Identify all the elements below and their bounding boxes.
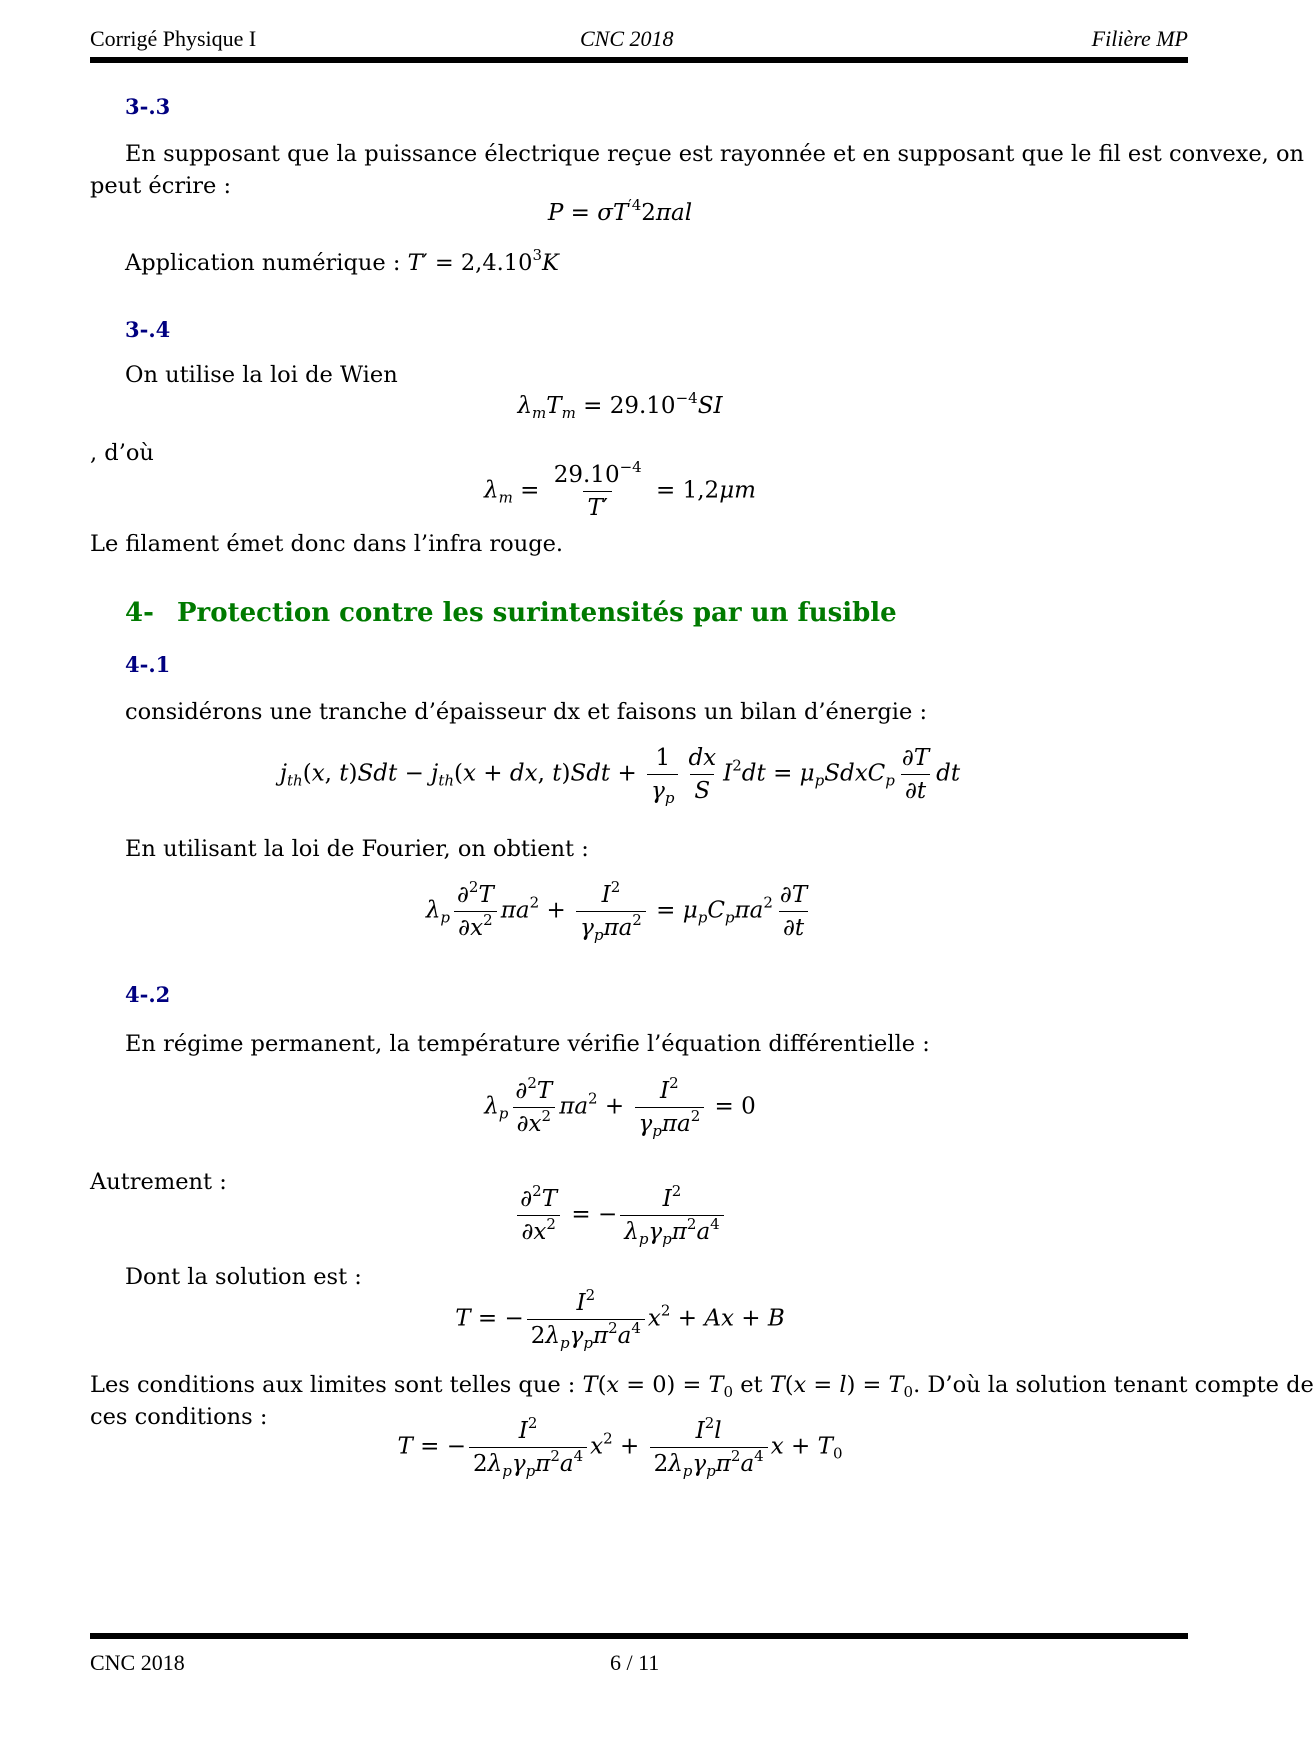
p34-conclusion: Le filament émet donc dans l’infra rouge.: [90, 531, 564, 557]
p42-dont: Dont la solution est :: [125, 1264, 362, 1290]
header-rule: [90, 57, 1188, 63]
p42-conditions-a: Les conditions aux limites sont telles que :: [90, 1372, 576, 1398]
equation-lambda-m: $\lambda_m$ = $\frac{29.10^{-4}}{T'}$ = 1,2μm: [484, 458, 756, 521]
footer-rule: [90, 1633, 1188, 1639]
equation-second-derivative: $\frac{\partial^2T}{\partial x^2}$ = − $\frac{I^2}{\lambda_p\gamma_p\pi^2a^4}$: [0, 1186, 1240, 1245]
p42-conditions-b: . D’où la solution tenant compte de: [913, 1372, 1314, 1398]
section-3-4: 3-.4: [125, 317, 171, 342]
p42-conditions-line2: ces conditions :: [90, 1404, 268, 1430]
p33-line2: peut écrire :: [90, 173, 232, 199]
p33-application-label: Application numérique :: [125, 250, 401, 276]
section-4-1: 4-.1: [125, 652, 171, 677]
section-4-title: Protection contre les surintensités par un fusible: [177, 598, 897, 628]
p34-dou: , d’où: [90, 440, 154, 466]
footer-left: CNC 2018: [90, 1650, 185, 1675]
p41-intro: considérons une tranche d’épaisseur dx et faisons un bilan d’énergie :: [125, 699, 928, 725]
p33-line1: En supposant que la puissance électrique reçue est rayonnée et en supposant que le fil est convexe, on: [125, 141, 1304, 167]
equation-steady-state: $\lambda_p$ $\frac{\partial^2T}{\partial x^2}$ $\pi a^2$ + $\frac{I^2}{\gamma_p\pi a^2}$ = 0: [484, 1074, 756, 1140]
p34-intro: On utilise la loi de Wien: [125, 362, 398, 388]
section-4-2: 4-.2: [125, 982, 171, 1007]
p42-conditions-and: et: [740, 1372, 763, 1398]
header-right: Filière MP: [1091, 26, 1188, 51]
p42-intro: En régime permanent, la température vérifie l’équation différentielle :: [125, 1031, 930, 1057]
p42-autrement: Autrement :: [90, 1169, 227, 1195]
header-center: CNC 2018: [580, 26, 674, 51]
equation-energy-balance: $j_{th}(x$, $t)Sdt - j_{th}(x$ + dx, t)Sdt + $\frac{1}{\gamma_p}$ $\frac{dx}{S}$ $I^2dt$ = $\mu_pSdxC_p$ $\frac{\partial T}{\partial t}$ dt: [279, 745, 961, 807]
equation-wien: $\lambda_mT_m = 29.10^{-4}SI$: [517, 389, 723, 422]
p42-conditions-line1: Les conditions aux limites sont telles que : $T(x = 0) = T_0$ et $T(x = l) = T_0$. D’où la solution tenant compte de: [90, 1372, 1314, 1401]
p33-application: Application numérique : $T' = 2,4.10^3K$: [125, 246, 559, 276]
equation-power-radiated: $P = \sigma T^{'4}2\pi al$: [547, 196, 693, 226]
p41-fourier: En utilisant la loi de Fourier, on obtient :: [125, 836, 589, 862]
equation-final-solution: T = − $\frac{I^2}{2\lambda_p\gamma_p\pi^2a^4}$ $x^2$ + $\frac{I^2l}{2\lambda_p\gamma_p\pi^2a^4}$ $x + T_0$: [397, 1414, 843, 1480]
section-4-number: 4-: [125, 598, 154, 628]
equation-heat: $\lambda_p$ $\frac{\partial^2T}{\partial x^2}$ $\pi a^2$ + $\frac{I^2}{\gamma_p\pi a^2}$ = $\mu_pC_p\pi a^2$ $\frac{\partial T}{\partial t}$: [425, 878, 808, 944]
section-3-3: 3-.3: [125, 94, 171, 119]
header-left: Corrigé Physique I: [90, 26, 257, 51]
footer-page-number: 6 / 11: [610, 1650, 660, 1675]
equation-general-solution: T = − $\frac{I^2}{2\lambda_p\gamma_p\pi^2a^4}$ $x^2 + Ax + B$: [455, 1286, 785, 1352]
